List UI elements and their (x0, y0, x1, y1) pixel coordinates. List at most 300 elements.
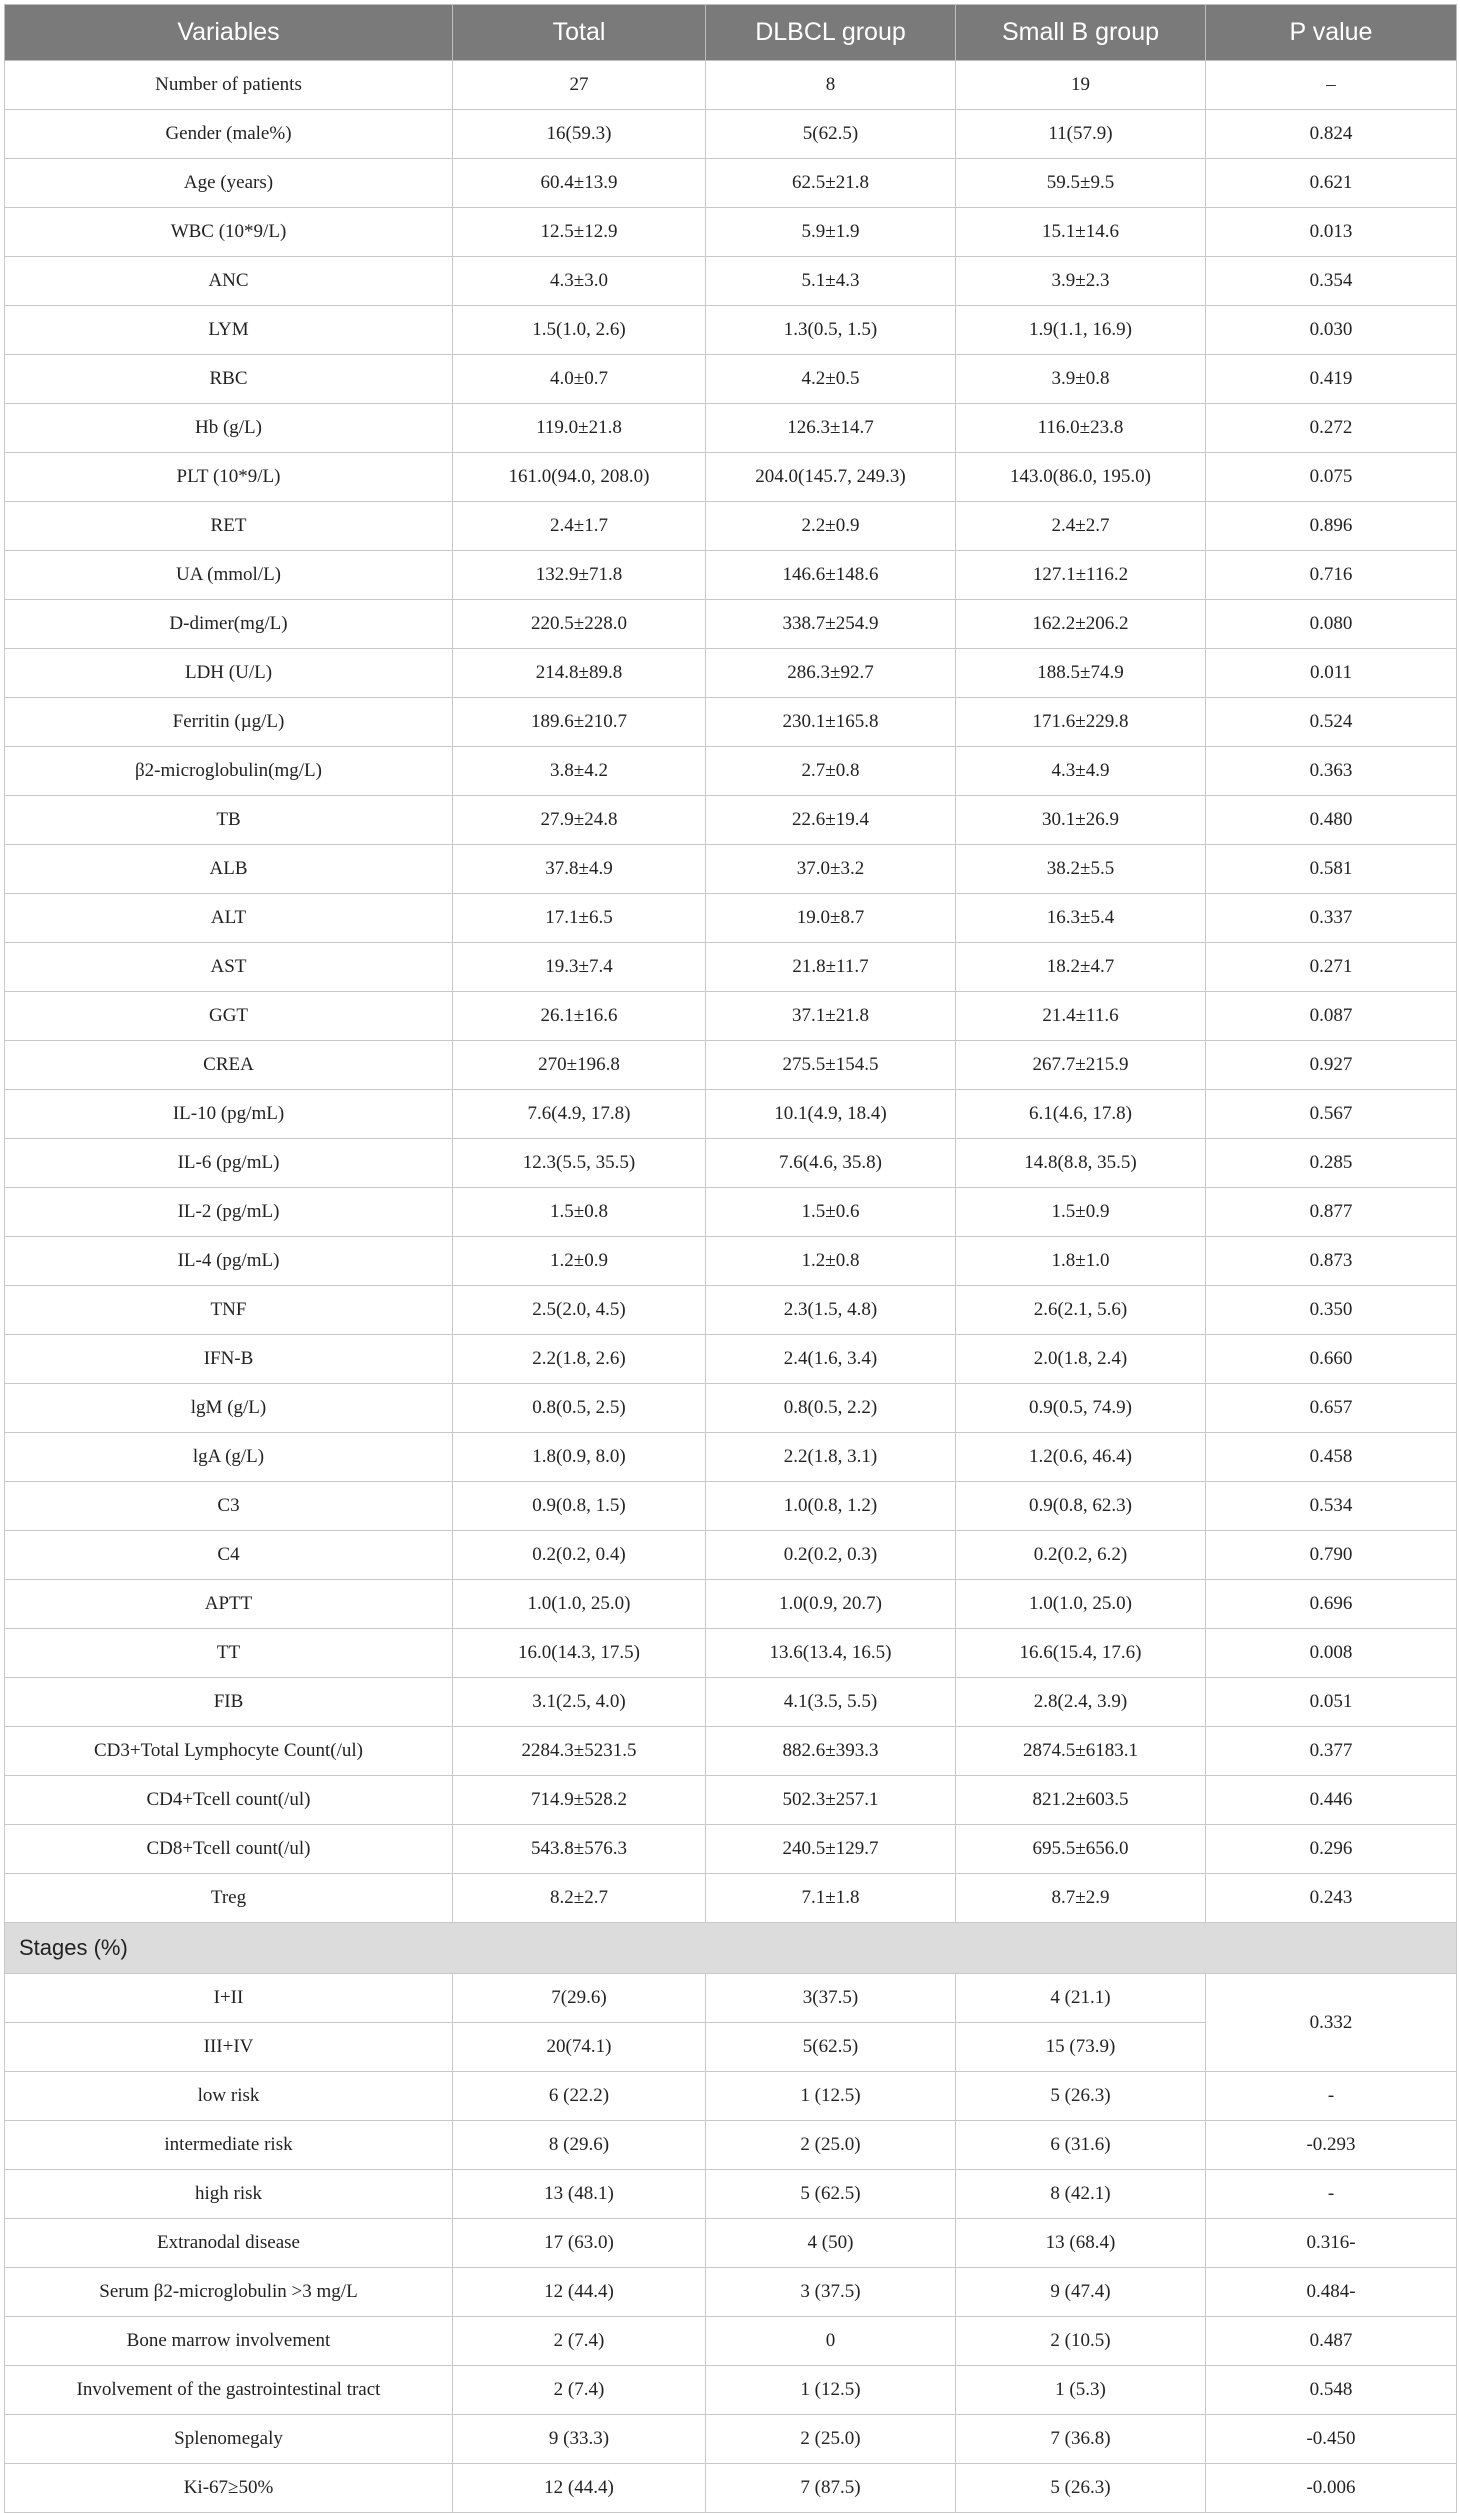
row-label: high risk (5, 2170, 453, 2219)
cell-p-value: -0.293 (1206, 2121, 1457, 2170)
table-row (5, 453, 1457, 502)
section-label: Stages (%) (5, 1923, 1457, 1974)
cell-small-b: 13 (68.4) (956, 2219, 1206, 2268)
row-label: CD8+Tcell count(/ul) (5, 1825, 453, 1874)
cell-dlbcl: 286.3±92.7 (706, 649, 956, 698)
table-row (5, 551, 1457, 600)
row-label: Ferritin (µg/L) (5, 698, 453, 747)
cell-total: 7(29.6) (453, 1974, 706, 2023)
cell-small-b: 3.9±0.8 (956, 355, 1206, 404)
cell-total: 1.5±0.8 (453, 1188, 706, 1237)
cell-total: 16(59.3) (453, 110, 706, 159)
table-row (5, 1090, 1457, 1139)
cell-p-value: 0.446 (1206, 1776, 1457, 1825)
cell-p-value: 0.458 (1206, 1433, 1457, 1482)
table-row (5, 894, 1457, 943)
cell-p-value: 0.051 (1206, 1678, 1457, 1727)
cell-total: 8.2±2.7 (453, 1874, 706, 1923)
cell-p-value: 0.927 (1206, 1041, 1457, 1090)
row-label: Hb (g/L) (5, 404, 453, 453)
table-row (5, 1433, 1457, 1482)
cell-small-b: 267.7±215.9 (956, 1041, 1206, 1090)
cell-total: 27 (453, 61, 706, 110)
cell-small-b: 171.6±229.8 (956, 698, 1206, 747)
cell-small-b: 2.8(2.4, 3.9) (956, 1678, 1206, 1727)
cell-p-value: -0.450 (1206, 2415, 1457, 2464)
cell-p-value: 0.581 (1206, 845, 1457, 894)
table-row (5, 1727, 1457, 1776)
cell-total: 0.9(0.8, 1.5) (453, 1482, 706, 1531)
table-row (5, 649, 1457, 698)
cell-p-value: 0.363 (1206, 747, 1457, 796)
row-label: TNF (5, 1286, 453, 1335)
table-row (5, 355, 1457, 404)
cell-dlbcl: 338.7±254.9 (706, 600, 956, 649)
table-row (5, 1237, 1457, 1286)
table-row (5, 1286, 1457, 1335)
cell-p-value: 0.548 (1206, 2366, 1457, 2415)
cell-dlbcl: 0 (706, 2317, 956, 2366)
cell-p-value: 0.524 (1206, 698, 1457, 747)
cell-small-b: 188.5±74.9 (956, 649, 1206, 698)
table-row (5, 1188, 1457, 1237)
cell-p-value: -0.006 (1206, 2464, 1457, 2513)
row-label: lgM (g/L) (5, 1384, 453, 1433)
table-row (5, 2366, 1457, 2415)
cell-p-value: 0.696 (1206, 1580, 1457, 1629)
section-row-stages (5, 1923, 1457, 1974)
row-label: intermediate risk (5, 2121, 453, 2170)
cell-total: 214.8±89.8 (453, 649, 706, 698)
row-label: IL-4 (pg/mL) (5, 1237, 453, 1286)
cell-small-b: 18.2±4.7 (956, 943, 1206, 992)
table-row (5, 208, 1457, 257)
cell-total: 27.9±24.8 (453, 796, 706, 845)
cell-total: 1.8(0.9, 8.0) (453, 1433, 706, 1482)
cell-small-b: 4.3±4.9 (956, 747, 1206, 796)
table-body-clinical (5, 2072, 1457, 2513)
table-row (5, 1629, 1457, 1678)
table-row (5, 2268, 1457, 2317)
cell-small-b: 2.4±2.7 (956, 502, 1206, 551)
cell-dlbcl: 5(62.5) (706, 2023, 956, 2072)
cell-total: 12 (44.4) (453, 2268, 706, 2317)
row-label: Extranodal disease (5, 2219, 453, 2268)
table-row (5, 159, 1457, 208)
cell-total: 8 (29.6) (453, 2121, 706, 2170)
cell-dlbcl: 8 (706, 61, 956, 110)
cell-total: 60.4±13.9 (453, 159, 706, 208)
cell-total: 1.0(1.0, 25.0) (453, 1580, 706, 1629)
cell-total: 6 (22.2) (453, 2072, 706, 2121)
cell-small-b: 19 (956, 61, 1206, 110)
cell-dlbcl: 882.6±393.3 (706, 1727, 956, 1776)
cell-total: 17.1±6.5 (453, 894, 706, 943)
cell-small-b: 11(57.9) (956, 110, 1206, 159)
table-body-variables (5, 61, 1457, 1923)
cell-total: 9 (33.3) (453, 2415, 706, 2464)
cell-total: 2 (7.4) (453, 2317, 706, 2366)
cell-total: 16.0(14.3, 17.5) (453, 1629, 706, 1678)
cell-dlbcl: 275.5±154.5 (706, 1041, 956, 1090)
cell-p-value: 0.296 (1206, 1825, 1457, 1874)
cell-p-value: 0.030 (1206, 306, 1457, 355)
cell-total: 0.2(0.2, 0.4) (453, 1531, 706, 1580)
cell-dlbcl: 2.3(1.5, 4.8) (706, 1286, 956, 1335)
table-row (5, 747, 1457, 796)
table-row (5, 1825, 1457, 1874)
table-row (5, 600, 1457, 649)
row-label: CD4+Tcell count(/ul) (5, 1776, 453, 1825)
cell-p-value: 0.008 (1206, 1629, 1457, 1678)
cell-dlbcl: 4.2±0.5 (706, 355, 956, 404)
table-row (5, 1139, 1457, 1188)
table-row (5, 1531, 1457, 1580)
cell-small-b: 821.2±603.5 (956, 1776, 1206, 1825)
table-row (5, 1384, 1457, 1433)
row-label: Ki-67≥50% (5, 2464, 453, 2513)
cell-total: 1.5(1.0, 2.6) (453, 306, 706, 355)
header-row (5, 5, 1457, 61)
cell-p-value: 0.013 (1206, 208, 1457, 257)
table-row (5, 404, 1457, 453)
cell-small-b: 2874.5±6183.1 (956, 1727, 1206, 1776)
row-label: LDH (U/L) (5, 649, 453, 698)
cell-dlbcl: 2.7±0.8 (706, 747, 956, 796)
cell-dlbcl: 5(62.5) (706, 110, 956, 159)
table-row (5, 1874, 1457, 1923)
cell-small-b: 38.2±5.5 (956, 845, 1206, 894)
row-label: RET (5, 502, 453, 551)
row-label: Treg (5, 1874, 453, 1923)
cell-dlbcl: 240.5±129.7 (706, 1825, 956, 1874)
cell-total: 2284.3±5231.5 (453, 1727, 706, 1776)
cell-total: 12 (44.4) (453, 2464, 706, 2513)
cell-small-b: 5 (26.3) (956, 2072, 1206, 2121)
cell-p-value: 0.011 (1206, 649, 1457, 698)
cell-p-value: 0.824 (1206, 110, 1457, 159)
cell-dlbcl: 0.2(0.2, 0.3) (706, 1531, 956, 1580)
cell-dlbcl: 7 (87.5) (706, 2464, 956, 2513)
cell-small-b: 2.6(2.1, 5.6) (956, 1286, 1206, 1335)
cell-p-value: 0.877 (1206, 1188, 1457, 1237)
cell-dlbcl: 2.2(1.8, 3.1) (706, 1433, 956, 1482)
cell-small-b: 1.0(1.0, 25.0) (956, 1580, 1206, 1629)
cell-p-value: – (1206, 61, 1457, 110)
cell-dlbcl: 3 (37.5) (706, 2268, 956, 2317)
cell-dlbcl: 502.3±257.1 (706, 1776, 956, 1825)
cell-total: 13 (48.1) (453, 2170, 706, 2219)
cell-total: 37.8±4.9 (453, 845, 706, 894)
cell-p-value: 0.480 (1206, 796, 1457, 845)
cell-p-value: 0.419 (1206, 355, 1457, 404)
row-label: Serum β2-microglobulin >3 mg/L (5, 2268, 453, 2317)
table-row (5, 992, 1457, 1041)
row-label: Age (years) (5, 159, 453, 208)
row-label: I+II (5, 1974, 453, 2023)
cell-small-b: 9 (47.4) (956, 2268, 1206, 2317)
row-label: ALB (5, 845, 453, 894)
cell-p-value: 0.487 (1206, 2317, 1457, 2366)
row-label: RBC (5, 355, 453, 404)
cell-p-value: 0.716 (1206, 551, 1457, 600)
header-p-value: P value (1206, 5, 1457, 61)
cell-small-b: 143.0(86.0, 195.0) (956, 453, 1206, 502)
cell-dlbcl: 1.3(0.5, 1.5) (706, 306, 956, 355)
cell-dlbcl: 230.1±165.8 (706, 698, 956, 747)
cell-p-value: 0.660 (1206, 1335, 1457, 1384)
row-label: Splenomegaly (5, 2415, 453, 2464)
cell-dlbcl: 13.6(13.4, 16.5) (706, 1629, 956, 1678)
cell-dlbcl: 1.2±0.8 (706, 1237, 956, 1286)
row-label: III+IV (5, 2023, 453, 2072)
cell-total: 270±196.8 (453, 1041, 706, 1090)
row-label: Involvement of the gastrointestinal tract (5, 2366, 453, 2415)
cell-p-value: 0.087 (1206, 992, 1457, 1041)
header-small-b-group: Small B group (956, 5, 1206, 61)
cell-dlbcl: 0.8(0.5, 2.2) (706, 1384, 956, 1433)
cell-small-b: 6 (31.6) (956, 2121, 1206, 2170)
table-row (5, 796, 1457, 845)
cell-total: 220.5±228.0 (453, 600, 706, 649)
cell-small-b: 30.1±26.9 (956, 796, 1206, 845)
cell-dlbcl: 2.4(1.6, 3.4) (706, 1335, 956, 1384)
cell-total: 2.4±1.7 (453, 502, 706, 551)
cell-total: 119.0±21.8 (453, 404, 706, 453)
row-label: ALT (5, 894, 453, 943)
cell-total: 12.3(5.5, 35.5) (453, 1139, 706, 1188)
cell-total: 543.8±576.3 (453, 1825, 706, 1874)
table-row (5, 2317, 1457, 2366)
cell-p-value: 0.377 (1206, 1727, 1457, 1776)
cell-small-b: 5 (26.3) (956, 2464, 1206, 2513)
row-label: LYM (5, 306, 453, 355)
cell-p-value: 0.337 (1206, 894, 1457, 943)
cell-p-value: 0.243 (1206, 1874, 1457, 1923)
cell-small-b: 0.9(0.8, 62.3) (956, 1482, 1206, 1531)
cell-dlbcl: 204.0(145.7, 249.3) (706, 453, 956, 502)
cell-dlbcl: 21.8±11.7 (706, 943, 956, 992)
cell-small-b: 21.4±11.6 (956, 992, 1206, 1041)
row-label: Number of patients (5, 61, 453, 110)
cell-total: 2.2(1.8, 2.6) (453, 1335, 706, 1384)
row-label: lgA (g/L) (5, 1433, 453, 1482)
cell-dlbcl: 4.1(3.5, 5.5) (706, 1678, 956, 1727)
table-row (5, 1335, 1457, 1384)
table-row (5, 845, 1457, 894)
cell-small-b: 2.0(1.8, 2.4) (956, 1335, 1206, 1384)
cell-dlbcl: 1 (12.5) (706, 2072, 956, 2121)
cell-dlbcl: 3(37.5) (706, 1974, 956, 2023)
cell-total: 1.2±0.9 (453, 1237, 706, 1286)
cell-small-b: 59.5±9.5 (956, 159, 1206, 208)
cell-total: 2.5(2.0, 4.5) (453, 1286, 706, 1335)
cell-small-b: 0.2(0.2, 6.2) (956, 1531, 1206, 1580)
cell-total: 0.8(0.5, 2.5) (453, 1384, 706, 1433)
cell-p-value: - (1206, 2170, 1457, 2219)
row-label: low risk (5, 2072, 453, 2121)
row-label: C3 (5, 1482, 453, 1531)
table-row (5, 2170, 1457, 2219)
table-row (5, 2415, 1457, 2464)
cell-small-b: 8 (42.1) (956, 2170, 1206, 2219)
cell-dlbcl: 1.0(0.8, 1.2) (706, 1482, 956, 1531)
cell-dlbcl: 19.0±8.7 (706, 894, 956, 943)
cell-total: 20(74.1) (453, 2023, 706, 2072)
table-row (5, 257, 1457, 306)
cell-small-b: 16.6(15.4, 17.6) (956, 1629, 1206, 1678)
cell-small-b: 15.1±14.6 (956, 208, 1206, 257)
row-label: AST (5, 943, 453, 992)
cell-dlbcl: 10.1(4.9, 18.4) (706, 1090, 956, 1139)
cell-dlbcl: 1 (12.5) (706, 2366, 956, 2415)
cell-small-b: 4 (21.1) (956, 1974, 1206, 2023)
cell-small-b: 16.3±5.4 (956, 894, 1206, 943)
row-label: ANC (5, 257, 453, 306)
table-row (5, 1776, 1457, 1825)
cell-dlbcl: 1.5±0.6 (706, 1188, 956, 1237)
cell-dlbcl: 146.6±148.6 (706, 551, 956, 600)
cell-small-b: 2 (10.5) (956, 2317, 1206, 2366)
cell-dlbcl: 4 (50) (706, 2219, 956, 2268)
cell-dlbcl: 126.3±14.7 (706, 404, 956, 453)
cell-dlbcl: 22.6±19.4 (706, 796, 956, 845)
row-label: TT (5, 1629, 453, 1678)
cell-small-b: 8.7±2.9 (956, 1874, 1206, 1923)
row-label: UA (mmol/L) (5, 551, 453, 600)
cell-p-value: - (1206, 2072, 1457, 2121)
cell-small-b: 7 (36.8) (956, 2415, 1206, 2464)
cell-p-value: 0.567 (1206, 1090, 1457, 1139)
cell-dlbcl: 7.1±1.8 (706, 1874, 956, 1923)
cell-total: 189.6±210.7 (453, 698, 706, 747)
cell-total: 12.5±12.9 (453, 208, 706, 257)
cell-small-b: 6.1(4.6, 17.8) (956, 1090, 1206, 1139)
table-row (5, 1974, 1457, 2023)
table-row (5, 502, 1457, 551)
table-row (5, 943, 1457, 992)
cell-p-value: 0.354 (1206, 257, 1457, 306)
table-row (5, 698, 1457, 747)
row-label: APTT (5, 1580, 453, 1629)
row-label: WBC (10*9/L) (5, 208, 453, 257)
cell-dlbcl: 2 (25.0) (706, 2121, 956, 2170)
row-label: D-dimer(mg/L) (5, 600, 453, 649)
cell-p-value: 0.873 (1206, 1237, 1457, 1286)
cell-total: 4.0±0.7 (453, 355, 706, 404)
cell-dlbcl: 37.1±21.8 (706, 992, 956, 1041)
cell-p-value: 0.657 (1206, 1384, 1457, 1433)
table-row (5, 1041, 1457, 1090)
header-dlbcl-group: DLBCL group (706, 5, 956, 61)
table-row (5, 306, 1457, 355)
row-label: TB (5, 796, 453, 845)
cell-dlbcl: 5 (62.5) (706, 2170, 956, 2219)
cell-small-b: 1 (5.3) (956, 2366, 1206, 2415)
cell-total: 2 (7.4) (453, 2366, 706, 2415)
table-row (5, 1580, 1457, 1629)
stages-section (5, 1923, 1457, 2072)
cell-dlbcl: 2.2±0.9 (706, 502, 956, 551)
cell-dlbcl: 2 (25.0) (706, 2415, 956, 2464)
table-row (5, 110, 1457, 159)
cell-total: 3.1(2.5, 4.0) (453, 1678, 706, 1727)
table-row (5, 2121, 1457, 2170)
row-label: CD3+Total Lymphocyte Count(/ul) (5, 1727, 453, 1776)
table-row (5, 2464, 1457, 2513)
cell-small-b: 15 (73.9) (956, 2023, 1206, 2072)
cell-total: 19.3±7.4 (453, 943, 706, 992)
cell-small-b: 127.1±116.2 (956, 551, 1206, 600)
cell-p-value: 0.272 (1206, 404, 1457, 453)
row-label: Gender (male%) (5, 110, 453, 159)
cell-total: 4.3±3.0 (453, 257, 706, 306)
cell-total: 26.1±16.6 (453, 992, 706, 1041)
cell-p-value: 0.790 (1206, 1531, 1457, 1580)
table-row (5, 2219, 1457, 2268)
table-row (5, 61, 1457, 110)
cell-small-b: 3.9±2.3 (956, 257, 1206, 306)
row-label: β2-microglobulin(mg/L) (5, 747, 453, 796)
row-label: C4 (5, 1531, 453, 1580)
cell-p-value-merged: 0.332 (1206, 1974, 1457, 2072)
cell-total: 714.9±528.2 (453, 1776, 706, 1825)
cell-small-b: 0.9(0.5, 74.9) (956, 1384, 1206, 1433)
row-label: FIB (5, 1678, 453, 1727)
cell-p-value: 0.285 (1206, 1139, 1457, 1188)
row-label: IL-6 (pg/mL) (5, 1139, 453, 1188)
row-label: IL-2 (pg/mL) (5, 1188, 453, 1237)
cell-p-value: 0.896 (1206, 502, 1457, 551)
cell-dlbcl: 5.9±1.9 (706, 208, 956, 257)
cell-total: 7.6(4.9, 17.8) (453, 1090, 706, 1139)
cell-total: 3.8±4.2 (453, 747, 706, 796)
cell-p-value: 0.271 (1206, 943, 1457, 992)
row-label: GGT (5, 992, 453, 1041)
cell-small-b: 116.0±23.8 (956, 404, 1206, 453)
cell-dlbcl: 7.6(4.6, 35.8) (706, 1139, 956, 1188)
header-variables: Variables (5, 5, 453, 61)
cell-p-value: 0.080 (1206, 600, 1457, 649)
table-row (5, 1678, 1457, 1727)
row-label: Bone marrow involvement (5, 2317, 453, 2366)
cell-small-b: 1.2(0.6, 46.4) (956, 1433, 1206, 1482)
row-label: PLT (10*9/L) (5, 453, 453, 502)
table-row (5, 1482, 1457, 1531)
cell-total: 161.0(94.0, 208.0) (453, 453, 706, 502)
cell-p-value: 0.075 (1206, 453, 1457, 502)
row-label: IFN-B (5, 1335, 453, 1384)
cell-small-b: 1.9(1.1, 16.9) (956, 306, 1206, 355)
cell-dlbcl: 5.1±4.3 (706, 257, 956, 306)
cell-dlbcl: 37.0±3.2 (706, 845, 956, 894)
cell-small-b: 695.5±656.0 (956, 1825, 1206, 1874)
cell-p-value: 0.484- (1206, 2268, 1457, 2317)
header-total: Total (453, 5, 706, 61)
row-label: IL-10 (pg/mL) (5, 1090, 453, 1139)
cell-dlbcl: 1.0(0.9, 20.7) (706, 1580, 956, 1629)
cell-total: 132.9±71.8 (453, 551, 706, 600)
cell-p-value: 0.621 (1206, 159, 1457, 208)
data-table (4, 4, 1457, 2513)
cell-p-value: 0.350 (1206, 1286, 1457, 1335)
cell-small-b: 162.2±206.2 (956, 600, 1206, 649)
cell-small-b: 14.8(8.8, 35.5) (956, 1139, 1206, 1188)
row-label: CREA (5, 1041, 453, 1090)
table-row (5, 2072, 1457, 2121)
cell-dlbcl: 62.5±21.8 (706, 159, 956, 208)
cell-p-value: 0.534 (1206, 1482, 1457, 1531)
